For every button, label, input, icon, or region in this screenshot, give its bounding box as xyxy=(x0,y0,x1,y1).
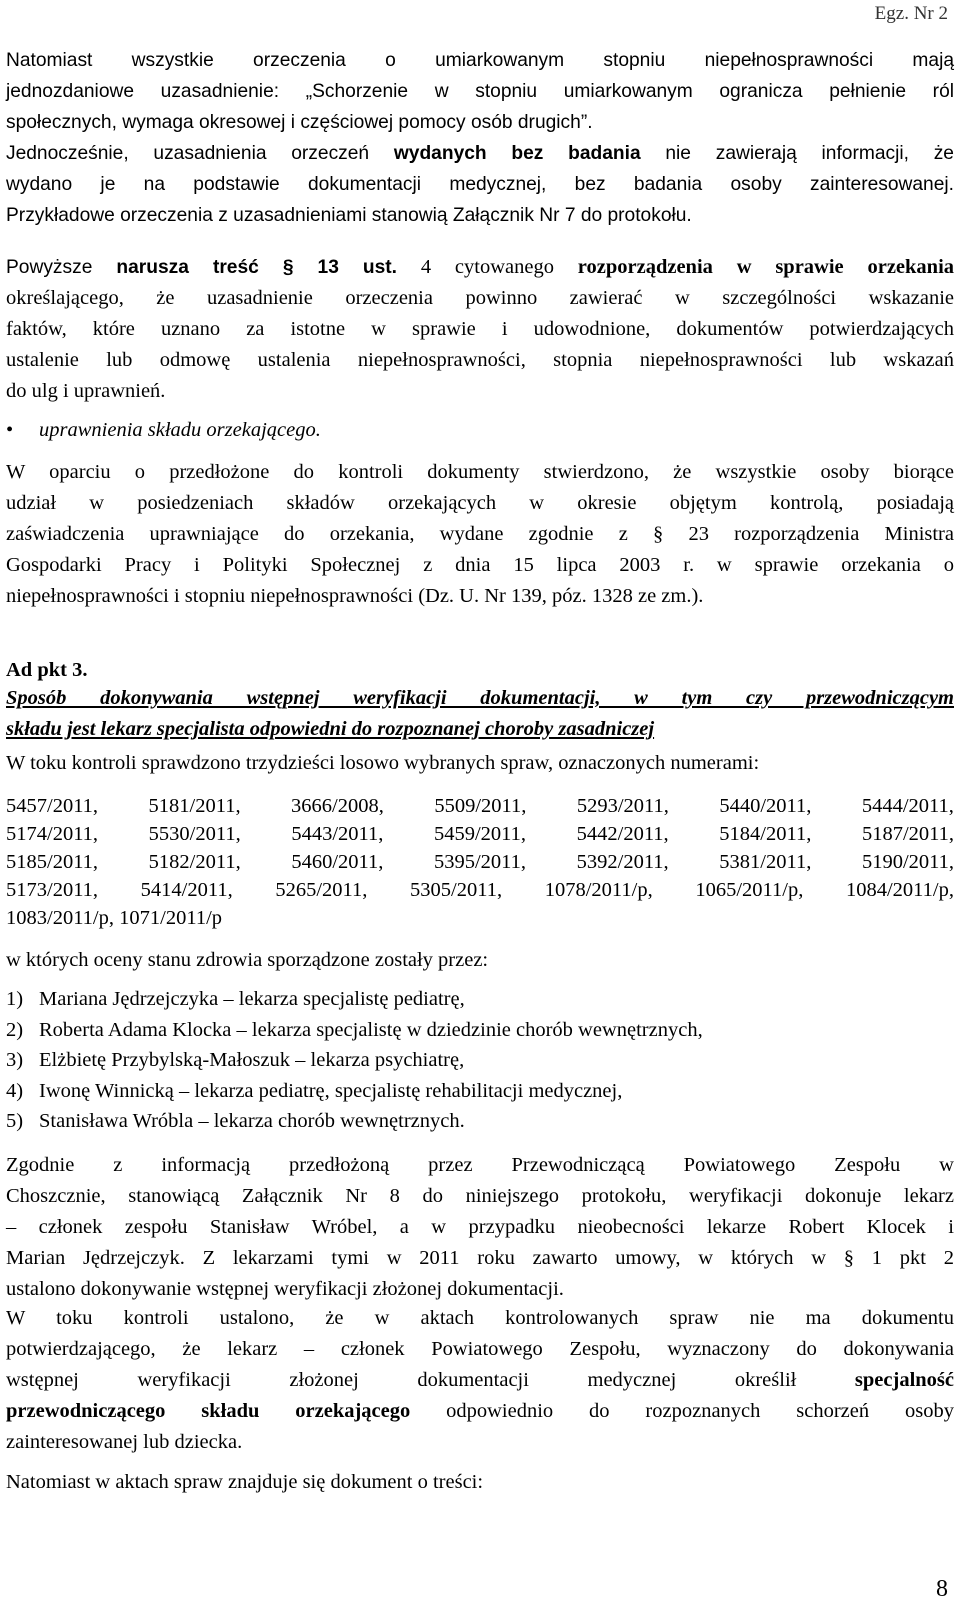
text-line: wydano je na podstawie dokumentacji medycznej, bez badania osoby zainteresowanej. xyxy=(6,174,954,195)
bold-text: przewodniczącego składu orzekającego xyxy=(6,1400,411,1422)
paragraph-without-examination xyxy=(6,138,954,231)
case-numbers-row xyxy=(6,791,954,822)
case-numbers-row xyxy=(6,847,954,878)
text-line: społecznych, wymaga okresowej i częściowej pomocy osób drugich”. xyxy=(6,112,593,133)
text-line: potwierdzającego, że lekarz – członek Powiatowego Zespołu, wyznaczony do dokonywania xyxy=(6,1338,954,1360)
list-number: 2) xyxy=(6,1018,24,1041)
text-line: ustalono dokonywanie wstępnej weryfikacji złożonej dokumentacji. xyxy=(6,1278,564,1300)
text-line: zaświadczenia uprawniające do orzekania, wydane zgodnie z § 23 rozporządzenia Ministra xyxy=(6,523,954,545)
text-line: składu jest lekarz specjalista odpowiedni do rozpoznanej choroby zasadniczej xyxy=(6,718,655,740)
text-line: Przykładowe orzeczenia z uzasadnieniami stanowią Załącznik Nr 7 do protokołu. xyxy=(6,205,692,226)
list-text: Roberta Adama Klocka – lekarza specjalistę w dziedzinie chorób wewnętrznych, xyxy=(39,1018,703,1041)
list-number: 3) xyxy=(6,1049,24,1071)
list-text: Elżbietę Przybylską-Małoszuk – lekarza psychiatrę, xyxy=(39,1049,465,1071)
case-numbers-row xyxy=(6,875,954,906)
case-number: 5293/2011, xyxy=(576,795,669,817)
case-number: 5459/2011, xyxy=(433,823,527,845)
text-line: zainteresowanej lub dziecka. xyxy=(6,1431,243,1453)
paragraph-verification-info xyxy=(6,1150,954,1305)
text-line: określającego, że uzasadnienie orzeczenia powinno zawierać w szczególności wskazanie xyxy=(6,287,954,309)
case-number: 5460/2011, xyxy=(291,851,384,873)
text-line: do ulg i uprawnień. xyxy=(6,380,166,402)
case-number: 5395/2011, xyxy=(433,851,527,873)
text-span: Powyższe xyxy=(6,257,117,278)
text-line: ustalenie lub odmowę ustalenia niepełnosprawności, stopnia niepełnosprawności lub wskazań xyxy=(6,349,954,371)
paragraph-moderate-disability xyxy=(6,45,954,138)
copy-number-label: Egz. Nr 2 xyxy=(874,3,948,24)
case-number: 5509/2011, xyxy=(434,795,527,817)
list-number: 1) xyxy=(6,988,24,1010)
text-line: Marian Jędrzejczyk. Z lekarzami tymi w 2011 roku zawarto umowy, w których w § 1 pkt 2 xyxy=(6,1247,954,1269)
text-line xyxy=(6,1396,954,1427)
case-number: 5530/2011, xyxy=(148,823,241,845)
bold-text: wydanych bez badania xyxy=(393,143,641,164)
text-line: Gospodarki Pracy i Polityki Społecznej z dnia 15 lipca 2003 r. w sprawie orzekania o xyxy=(6,554,954,576)
text-span: nie zawierają informacji, że xyxy=(640,143,954,164)
case-number: 5442/2011, xyxy=(576,823,669,845)
case-number: 5185/2011, xyxy=(6,851,99,873)
section-heading: Ad pkt 3. xyxy=(6,659,88,681)
text-line xyxy=(6,252,954,283)
text-line: faktów, które uznano za istotne w sprawie i udowodnione, dokumentów potwierdzających xyxy=(6,318,954,340)
case-number: 5174/2011, xyxy=(6,823,99,845)
text-line: Zgodnie z informacją przedłożoną przez Przewodniczącą Powiatowego Zespołu w xyxy=(6,1154,954,1176)
bullet-item xyxy=(6,415,321,446)
list-text: Stanisława Wróbla – lekarza chorób wewnętrznych. xyxy=(39,1110,465,1132)
paragraph-cases-intro: W toku kontroli sprawdzono trzydzieści losowo wybranych spraw, oznaczonych numerami: xyxy=(6,752,760,774)
case-number: 5187/2011, xyxy=(861,823,954,845)
case-number: 5184/2011, xyxy=(719,823,812,845)
list-number: 4) xyxy=(6,1079,24,1102)
paragraph-doctors-intro: w których oceny stanu zdrowia sporządzone zostały przez: xyxy=(6,949,489,971)
text-span: 4 cytowanego xyxy=(397,256,578,278)
bullet-symbol: • xyxy=(6,419,14,441)
page-number: 8 xyxy=(936,1576,948,1602)
text-line xyxy=(6,1365,954,1396)
case-numbers-last-row: 1083/2011/p, 1071/2011/p xyxy=(6,907,223,929)
list-item xyxy=(6,1106,703,1137)
list-item xyxy=(6,1045,703,1076)
text-line: W toku kontroli ustalono, że w aktach kontrolowanych spraw nie ma dokumentu xyxy=(6,1307,954,1329)
case-numbers-row xyxy=(6,819,954,850)
list-text: Mariana Jędrzejczyka – lekarza specjalistę pediatrę, xyxy=(39,988,465,1010)
paragraph-document-content: Natomiast w aktach spraw znajduje się dokument o treści: xyxy=(6,1471,484,1493)
text-line: – członek zespołu Stanisław Wróbel, a w przypadku nieobecności lekarze Robert Klocek i xyxy=(6,1216,954,1238)
doctors-list xyxy=(6,984,703,1137)
case-number: 3666/2008, xyxy=(291,795,384,817)
bold-text: narusza treść § 13 ust. xyxy=(116,257,398,278)
text-line: Sposób dokonywania wstępnej weryfikacji dokumentacji, w tym czy przewodniczącym xyxy=(6,687,954,709)
text-line: niepełnosprawności i stopniu niepełnosprawności (Dz. U. Nr 139, póz. 1328 ze zm.). xyxy=(6,585,704,607)
case-number: 5443/2011, xyxy=(291,823,384,845)
case-number: 5444/2011, xyxy=(861,795,954,817)
list-item xyxy=(6,1076,703,1107)
case-number: 5173/2011, xyxy=(6,879,99,901)
list-item xyxy=(6,984,703,1015)
paragraph-certificates xyxy=(6,457,954,612)
bold-text: rozporządzenia w sprawie orzekania xyxy=(577,256,955,278)
case-number: 1084/2011/p, xyxy=(845,879,954,901)
text-line: Natomiast wszystkie orzeczenia o umiarkowanym stopniu niepełnosprawności mają xyxy=(6,50,954,71)
text-line: Choszcznie, stanowiącą Załącznik Nr 8 do niniejszego protokołu, weryfikacji dokonuje lekarz xyxy=(6,1185,954,1207)
case-number: 5392/2011, xyxy=(576,851,669,873)
case-number: 5190/2011, xyxy=(861,851,954,873)
list-text: Iwonę Winnicką – lekarza pediatrę, specjalistę rehabilitacji medycznej, xyxy=(39,1079,623,1102)
case-number: 5381/2011, xyxy=(719,851,812,873)
list-item xyxy=(6,1015,703,1046)
case-number: 5181/2011, xyxy=(148,795,241,817)
case-number: 1065/2011/p, xyxy=(695,879,804,901)
text-line: jednozdaniowe uzasadnienie: „Schorzenie w stopniu umiarkowanym ogranicza pełnienie ról xyxy=(6,81,954,102)
text-line xyxy=(6,138,954,169)
text-span: Jednocześnie, uzasadnienia orzeczeń xyxy=(6,143,394,164)
case-number: 5305/2011, xyxy=(410,879,503,901)
section-subheading xyxy=(6,683,954,745)
paragraph-violation xyxy=(6,252,954,407)
case-number: 5440/2011, xyxy=(719,795,812,817)
case-number: 5457/2011, xyxy=(6,795,99,817)
text-line: W oparciu o przedłożone do kontroli dokumenty stwierdzono, że wszystkie osoby biorące xyxy=(6,461,954,483)
bold-text: specjalność xyxy=(854,1369,954,1391)
text-span: odpowiednio do rozpoznanych schorzeń osoby xyxy=(410,1400,954,1422)
case-number: 5414/2011, xyxy=(140,879,233,901)
paragraph-findings xyxy=(6,1303,954,1458)
list-number: 5) xyxy=(6,1110,24,1132)
case-number: 5265/2011, xyxy=(275,879,368,901)
text-span: wstępnej weryfikacji złożonej dokumentacji medycznej określił xyxy=(6,1369,855,1391)
bullet-text: uprawnienia składu orzekającego. xyxy=(39,419,321,441)
case-number: 5182/2011, xyxy=(148,851,241,873)
case-number: 1078/2011/p, xyxy=(544,879,653,901)
text-line: udział w posiedzeniach składów orzekających w okresie objętym kontrolą, posiadają xyxy=(6,492,954,514)
